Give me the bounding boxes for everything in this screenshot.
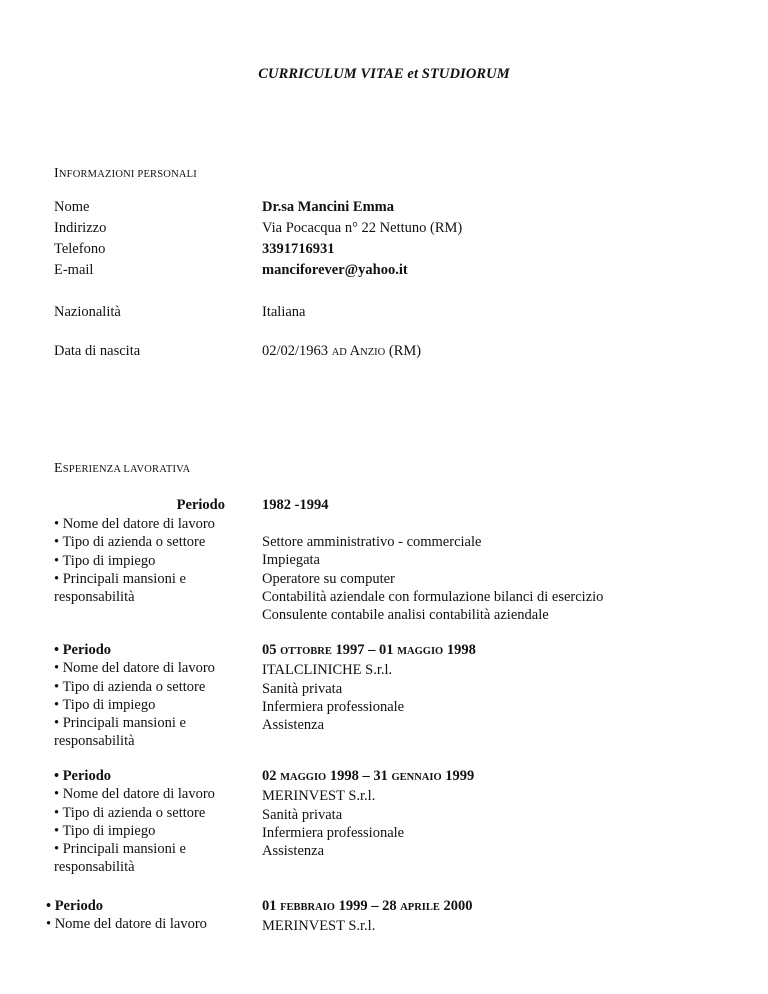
entry1-duty: Operatore su computer (262, 570, 395, 587)
value-nationality: Italiana (262, 304, 306, 320)
entry2-label-sector: • Tipo di azienda o settore (54, 678, 206, 695)
entry2-employer: ITALCLINICHE S.r.l. (262, 662, 393, 679)
entry3-values (262, 767, 474, 860)
entry3-employer: MERINVEST S.r.l. (262, 788, 376, 805)
entry1-duty: Contabilità aziendale con formulazione bilanci di esercizio (262, 588, 604, 605)
entry2-labels (54, 641, 215, 751)
entry2-label-duties: • Principali mansioni e (54, 715, 186, 732)
entry2-label-duties-cont: responsabilità (54, 733, 135, 750)
section-heading-personal: INFORMAZIONI PERSONALI (54, 166, 197, 181)
entry3-label-period: • Periodo (54, 768, 112, 784)
entry1-label-job: • Tipo di impiego (54, 552, 156, 569)
entry2-job: Infermiera professionale (262, 698, 405, 715)
entry4-values (262, 897, 473, 936)
entry1-label-duties-cont: responsabilità (54, 589, 135, 606)
entry3-label-sector: • Tipo di azienda o settore (54, 804, 206, 821)
entry2-period: 05 OTTOBRE 1997 – 01 MAGGIO 1998 (262, 642, 476, 658)
entry4-label-employer: • Nome del datore di lavoro (46, 916, 207, 933)
entry3-sector: Sanità privata (262, 806, 343, 823)
entry1-label-period: Periodo (176, 497, 225, 513)
entry1-sector: Settore amministrativo - commerciale (262, 534, 482, 550)
entry1-label-duties: • Principali mansioni e (54, 570, 186, 587)
document-title: CURRICULUM VITAE et STUDIORUM (258, 66, 510, 82)
entry1-period: 1982 -1994 (262, 497, 329, 513)
entry4-label-period: • Periodo (46, 898, 104, 914)
label-birth: Data di nascita (54, 343, 141, 359)
entry4-period: 01 FEBBRAIO 1999 – 28 APRILE 2000 (262, 898, 473, 914)
value-phone: 3391716931 (262, 241, 335, 257)
entry3-labels (54, 767, 215, 877)
entry4-employer: MERINVEST S.r.l. (262, 918, 376, 935)
entry2-label-period: • Periodo (54, 642, 112, 658)
entry3-label-duties-cont: responsabilità (54, 859, 135, 876)
entry2-values (262, 641, 476, 734)
label-nationality: Nazionalità (54, 304, 121, 320)
entry2-duty: Assistenza (262, 717, 325, 734)
entry2-label-job: • Tipo di impiego (54, 696, 156, 713)
entry1-job: Impiegata (262, 552, 320, 569)
value-birth: 02/02/1963 AD ANZIO (RM) (262, 343, 422, 359)
value-address: Via Pocacqua n° 22 Nettuno (RM) (262, 220, 463, 236)
entry3-label-duties: • Principali mansioni e (54, 841, 186, 858)
label-address: Indirizzo (54, 220, 107, 236)
value-name: Dr.sa Mancini Emma (262, 199, 394, 215)
entry1-label-sector: • Tipo di azienda o settore (54, 534, 206, 551)
entry2-label-employer: • Nome del datore di lavoro (54, 660, 215, 677)
entry1-values (262, 533, 603, 624)
entry3-label-job: • Tipo di impiego (54, 822, 156, 839)
entry3-label-employer: • Nome del datore di lavoro (54, 786, 215, 803)
entry2-sector: Sanità privata (262, 680, 343, 697)
entry3-duty: Assistenza (262, 843, 325, 860)
label-phone: Telefono (54, 241, 106, 257)
label-name: Nome (54, 199, 90, 215)
value-email: manciforever@yahoo.it (262, 262, 408, 278)
label-email: E-mail (54, 262, 94, 278)
entry1-label-employer: • Nome del datore di lavoro (54, 516, 215, 532)
entry4-labels (46, 897, 207, 934)
entry3-job: Infermiera professionale (262, 824, 405, 841)
entry3-period: 02 MAGGIO 1998 – 31 GENNAIO 1999 (262, 768, 475, 784)
entry1-labels (54, 515, 215, 606)
entry1-duty: Consulente contabile analisi contabilità aziendale (262, 607, 549, 624)
section-heading-experience: ESPERIENZA LAVORATIVA (54, 461, 191, 476)
